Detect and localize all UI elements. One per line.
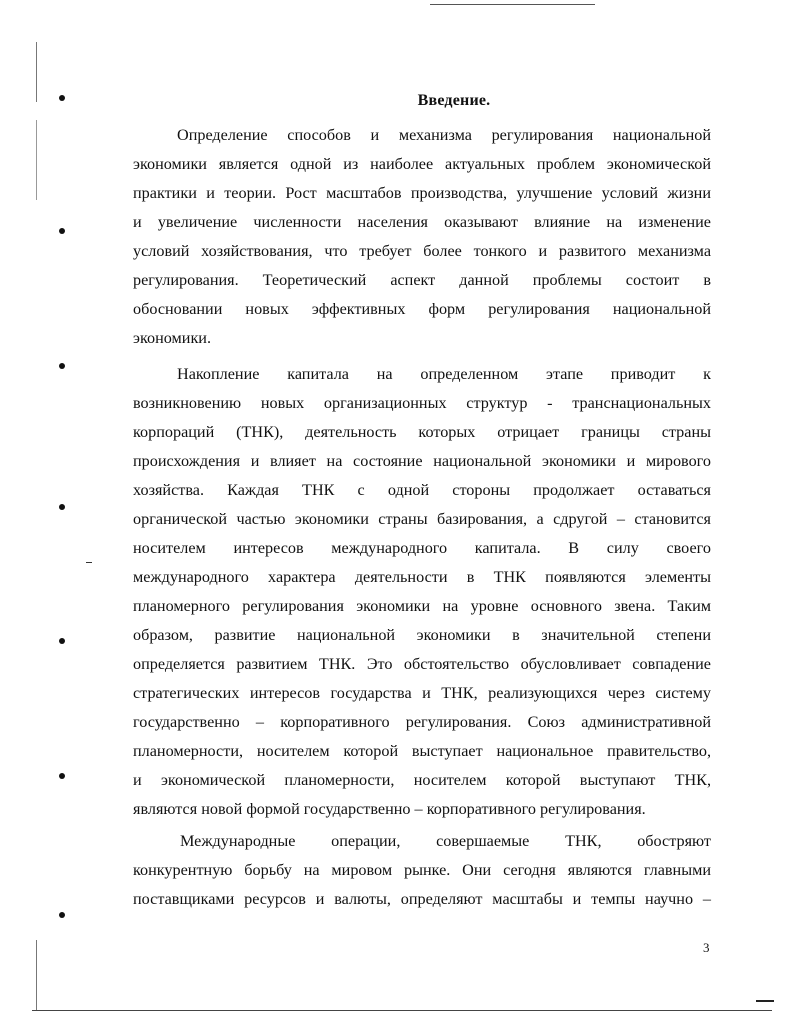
scan-artifact-top-line [430, 4, 595, 5]
text-line: корпораций (ТНК), деятельность которых отрицает границы страны [133, 423, 711, 441]
text-line: и экономической планомерности, носителем которой выступают ТНК, [133, 771, 711, 789]
scan-artifact-margin-line [36, 120, 37, 200]
scan-artifact-margin-line [36, 940, 37, 1010]
text-line: международного характера деятельности в ТНК появляются элементы [133, 568, 711, 586]
text-line: хозяйства. Каждая ТНК с одной стороны продолжает оставаться [133, 481, 711, 499]
section-heading-text: Введение. [417, 92, 491, 109]
binding-hole-dot [59, 773, 65, 779]
text-line: планомерности, носителем которой выступает национальное правительство, [133, 742, 711, 760]
text-line: носителем интересов международного капитала. В силу своего [133, 539, 711, 557]
text-line: Накопление капитала на определенном этапе приводит к [177, 365, 711, 383]
paragraph-2 [133, 360, 711, 824]
binding-hole-dot [59, 363, 65, 369]
text-line: планомерного регулирования экономики на уровне основного звена. Таким [133, 597, 711, 615]
text-line: регулирования. Теоретический аспект данной проблемы состоит в [133, 271, 711, 289]
scan-artifact-bottom-mark [756, 1000, 774, 1002]
section-heading [0, 92, 796, 110]
binding-hole-dot [59, 912, 65, 918]
text-line: поставщиками ресурсов и валюты, определяют масштабы и темпы научно – [133, 890, 711, 908]
text-line: конкурентную борьбу на мировом рынке. Они сегодня являются главными [133, 861, 711, 879]
scan-artifact-bottom-line [32, 1010, 772, 1011]
text-line: являются новой формой государственно – корпоративного регулирования. [133, 800, 646, 818]
text-line: Международные операции, совершаемые ТНК, обостряют [180, 832, 711, 850]
text-line: экономики является одной из наиболее актуальных проблем экономической [133, 155, 711, 173]
binding-hole-dot [59, 504, 65, 510]
text-line: государственно – корпоративного регулирования. Союз административной [133, 713, 711, 731]
text-line: происхождения и влияет на состояние национальной экономики и мирового [133, 452, 711, 470]
binding-hole-dot [59, 228, 65, 234]
paragraph-3 [133, 827, 711, 914]
text-line: образом, развитие национальной экономики в значительной степени [133, 626, 711, 644]
text-line: определяется развитием ТНК. Это обстоятельство обусловливает совпадение [133, 655, 711, 673]
text-line: практики и теории. Рост масштабов производства, улучшение условий жизни [133, 184, 711, 202]
text-line: и увеличение численности населения оказывают влияние на изменение [133, 213, 711, 231]
text-line: возникновению новых организационных структур - транснациональных [133, 394, 711, 412]
scan-artifact-dash [86, 562, 92, 563]
text-line: экономики. [133, 329, 212, 347]
text-line: стратегических интересов государства и ТНК, реализующихся через систему [133, 684, 711, 702]
text-line: обосновании новых эффективных форм регулирования национальной [133, 300, 711, 318]
text-line: условий хозяйствования, что требует более тонкого и развитого механизма [133, 242, 711, 260]
paragraph-1 [133, 121, 711, 353]
text-line: Определение способов и механизма регулирования национальной [177, 126, 711, 144]
binding-hole-dot [59, 638, 65, 644]
text-line: органической частью экономики страны базирования, а сдругой – становится [133, 510, 711, 528]
page-number: 3 [703, 940, 710, 955]
